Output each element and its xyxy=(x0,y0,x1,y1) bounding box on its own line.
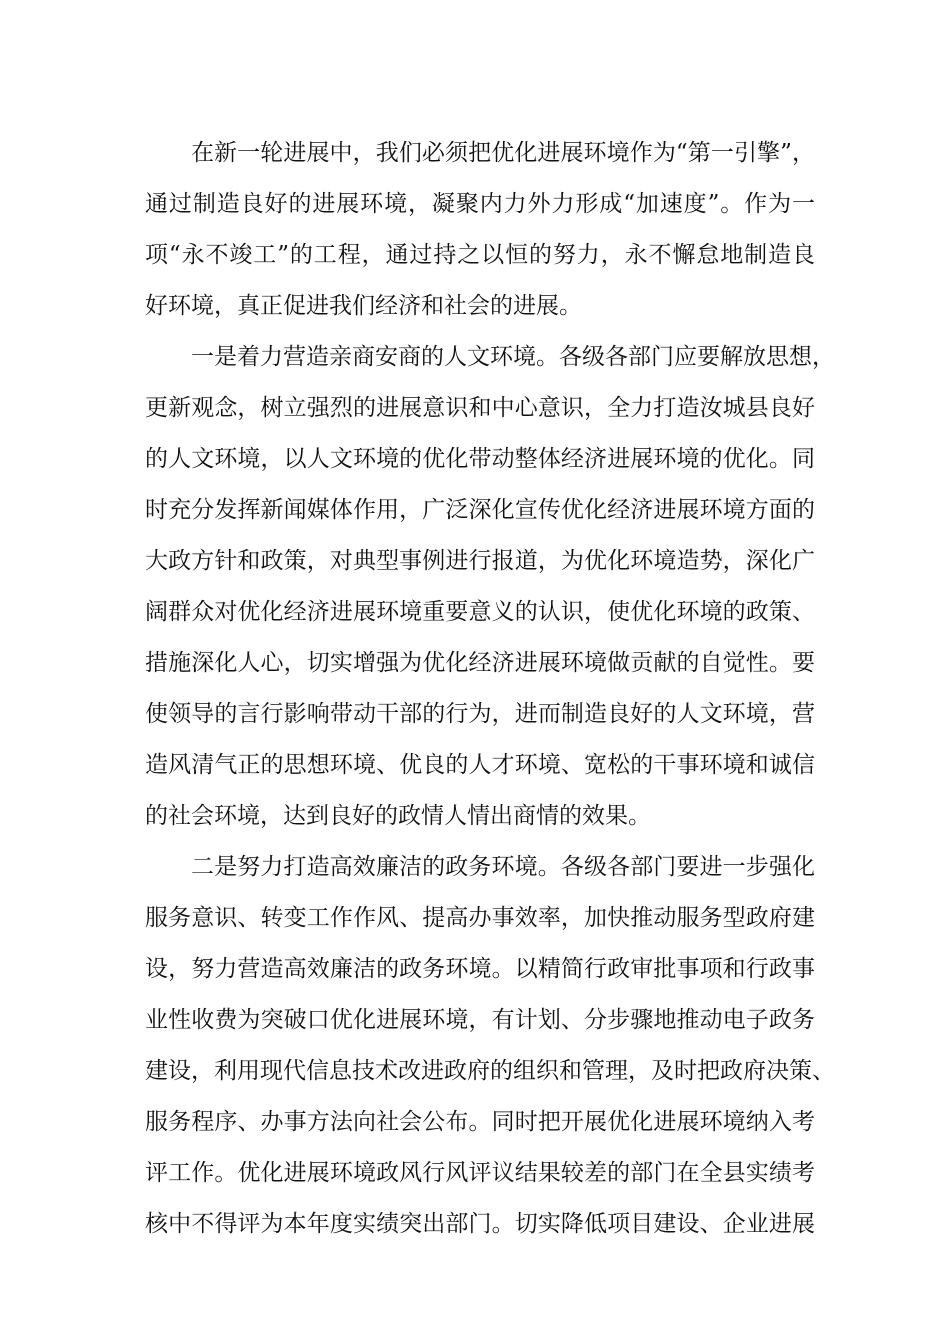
paragraph-2-line-3: 的人文环境，以人文环境的优化带动整体经济进展环境的优化。同 xyxy=(145,446,815,472)
paragraph-2-line-9: 造风清气正的思想环境、优良的人才环境、宽松的干事环境和诚信 xyxy=(145,752,815,778)
paragraph-3-line-3: 设，努力营造高效廉洁的政务环境。以精简行政审批事项和行政事 xyxy=(145,956,815,982)
paragraph-3-line-7: 评工作。优化进展环境政风行风评议结果较差的部门在全县实绩考 xyxy=(145,1160,815,1186)
paragraph-2-line-4: 时充分发挥新闻媒体作用，广泛深化宣传优化经济进展环境方面的 xyxy=(145,497,815,523)
paragraph-3-line-6: 服务程序、办事方法向社会公布。同时把开展优化进展环境纳入考 xyxy=(145,1109,815,1135)
paragraph-2-line-5: 大政方针和政策，对典型事例进行报道，为优化环境造势，深化广 xyxy=(145,548,815,574)
paragraph-2-line-6: 阔群众对优化经济进展环境重要意义的认识，使优化环境的政策、 xyxy=(145,599,815,625)
paragraph-3-line-8: 核中不得评为本年度实绩突出部门。切实降低项目建设、企业进展 xyxy=(145,1211,815,1237)
paragraph-1-line-4: 好环境，真正促进我们经济和社会的进展。 xyxy=(145,293,582,319)
paragraph-3-line-1: 二是努力打造高效廉洁的政务环境。各级各部门要进一步强化 xyxy=(191,854,815,880)
paragraph-2-line-8: 使领导的言行影响带动干部的行为，进而制造良好的人文环境，营 xyxy=(145,701,815,727)
document-body xyxy=(145,128,835,1250)
paragraph-2-line-10: 的社会环境，达到良好的政情人情出商情的效果。 xyxy=(145,803,651,829)
paragraph-2-line-1: 一是着力营造亲商安商的人文环境。各级各部门应要解放思想， xyxy=(191,344,835,370)
paragraph-3-line-4: 业性收费为突破口优化进展环境，有计划、分步骤地推动电子政务 xyxy=(145,1007,815,1033)
paragraph-2-line-2: 更新观念，树立强烈的进展意识和中心意识，全力打造汝城县良好 xyxy=(145,395,815,421)
paragraph-3-line-2: 服务意识、转变工作作风、提高办事效率，加快推动服务型政府建 xyxy=(145,905,815,931)
paragraph-1-line-3: 项“永不竣工”的工程，通过持之以恒的努力，永不懈怠地制造良 xyxy=(145,242,815,268)
paragraph-3-line-5: 建设，利用现代信息技术改进政府的组织和管理，及时把政府决策、 xyxy=(145,1058,835,1084)
paragraph-1-line-1: 在新一轮进展中，我们必须把优化进展环境作为“第一引擎”， xyxy=(191,140,815,166)
paragraph-2-line-7: 措施深化人心，切实增强为优化经济进展环境做贡献的自觉性。要 xyxy=(145,650,815,676)
paragraph-1-line-2: 通过制造良好的进展环境，凝聚内力外力形成“加速度”。作为一 xyxy=(145,191,815,217)
